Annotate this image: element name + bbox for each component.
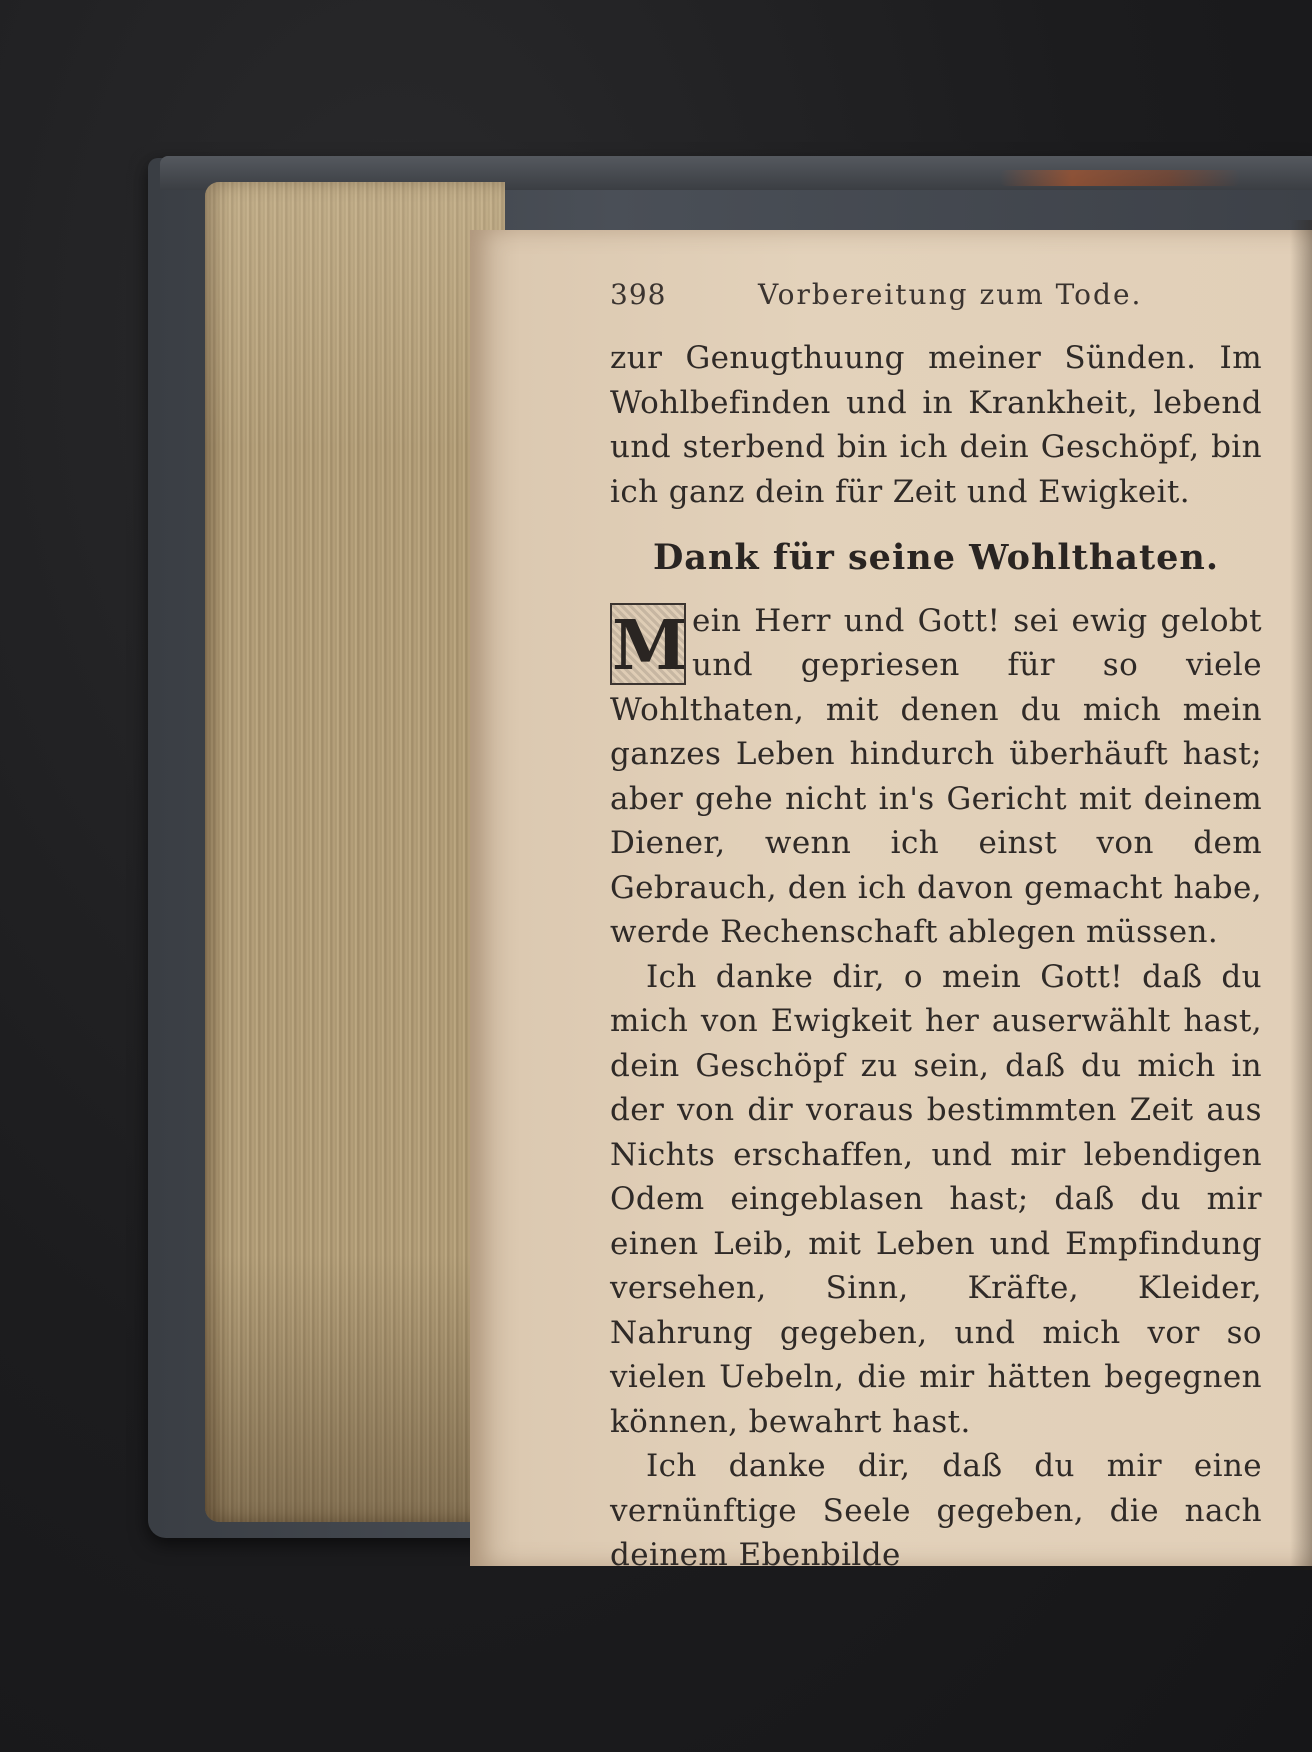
section-title: Dank für seine Wohlthaten.	[652, 537, 1220, 578]
book-page	[470, 230, 1312, 1573]
decorated-initial: M	[610, 603, 686, 685]
page-text-block	[610, 278, 1262, 1578]
page-body	[610, 336, 1262, 1578]
cover-wear-mark	[1000, 170, 1240, 186]
page-gutter-shadow	[1290, 220, 1312, 1570]
page-header	[610, 278, 1262, 326]
opening-paragraph: zur Genugthuung meiner Sünden. Im Wohlbefinden und in Krankheit, lebend und sterbend bin ich dein Geschöpf, bin ich ganz dein für Zeit und Ewigkeit.	[610, 340, 1262, 510]
page-number: 398	[610, 278, 667, 311]
paragraph-2: Ich danke dir, o mein Gott! daß du mich von Ewigkeit her auserwählt hast, dein Geschöpf zu sein, daß du mich in der von dir voraus bestimmten Zeit aus Nichts erschaffen, und mir lebendigen Odem eingeblasen hast; daß du mir einen Leib, mit Leben und Empfindung versehen, Sinn, Kräfte, Kleider, Nahrung gegeben, und mich vor so vielen Uebeln, die mir hätten begegnen können, bewahrt hast.	[610, 958, 1262, 1440]
paragraph-with-dropcap	[610, 599, 1262, 955]
page-edges-shading	[205, 182, 505, 1522]
running-head: Vorbereitung zum Tode.	[758, 278, 1143, 311]
paragraph-1: ein Herr und Gott! sei ewig gelobt und gepriesen für so viele Wohlthaten, mit denen du mich mein ganzes Leben hindurch überhäuft hast; aber gehe nicht in's Gericht mit deinem Diener, wenn ich einst von dem Gebrauch, den ich davon gemacht habe, werde Rechenschaft ablegen müssen.	[610, 602, 1262, 950]
paragraph-3: Ich danke dir, daß du mir eine vernünftige Seele gegeben, die nach deinem Ebenbilde	[610, 1448, 1262, 1573]
